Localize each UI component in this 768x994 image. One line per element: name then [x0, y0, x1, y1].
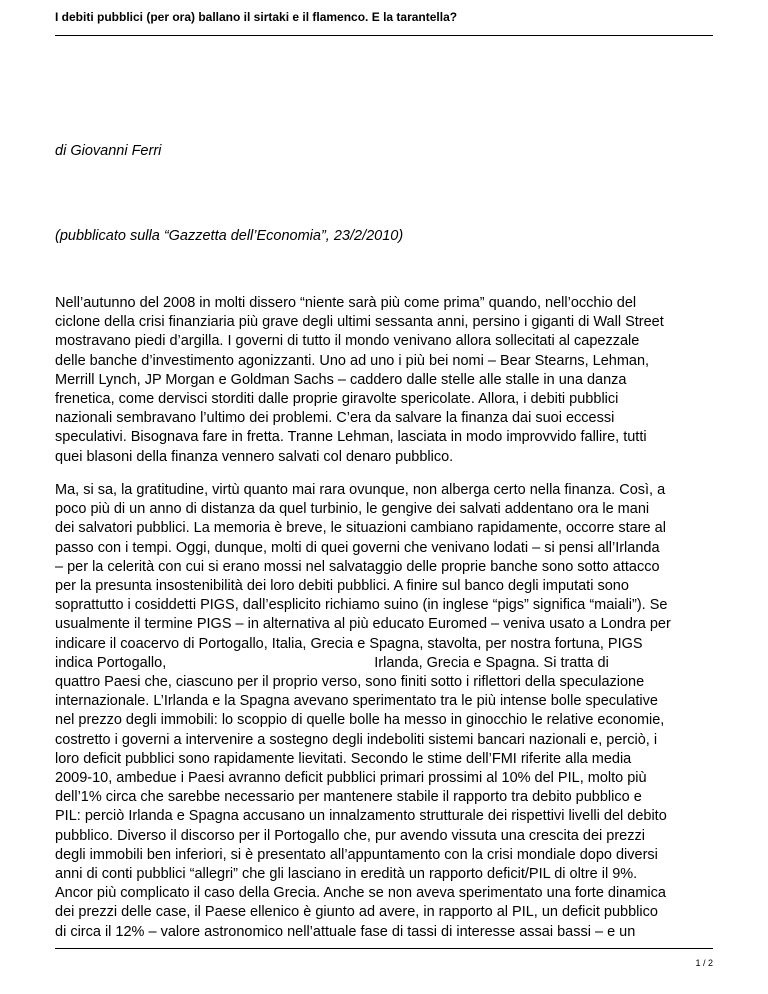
text-line: dei salvatori pubblici. La memoria è breve, le situazioni cambiano rapidamente, occorre stare al [55, 520, 666, 537]
text-line: Ancor più complicato il caso della Grecia. Anche se non aveva sperimentato una forte dinamica [55, 885, 666, 902]
text-line: quattro Paesi che, ciascuno per il proprio verso, sono finiti sotto i riflettori della speculazione [55, 674, 645, 691]
publication-line: (pubblicato sulla “Gazzetta dell’Economia”, 23/2/2010) [55, 228, 404, 244]
text-line: frenetica, come dervisci storditi dalle proprie giravolte spericolate. Allora, i debiti pubblici [55, 391, 619, 408]
text-line: mostravano piedi d’argilla. I governi di tutto il mondo venivano allora sollecitati al capezzale [55, 333, 640, 350]
text-line: nel prezzo degli immobili: lo scoppio di quelle bolle ha messo in ginocchio le relative economie, [55, 712, 665, 729]
text-line: per la presunta insostenibilità dei loro debiti pubblici. A finire sul banco degli imputati sono [55, 578, 629, 595]
page-number: 1 / 2 [695, 958, 713, 968]
paragraph-1 [55, 294, 715, 467]
text-line: Merrill Lynch, JP Morgan e Goldman Sachs – caddero dalle stelle alle stalle in una danza [55, 371, 627, 388]
split-line-left: indica Portogallo, [55, 654, 167, 671]
text-line: loro deficit pubblici sono rapidamente lievitati. Secondo le stime dell’FMI riferite alla media [55, 750, 632, 767]
text-line: indicare il coacervo di Portogallo, Italia, Grecia e Spagna, stavolta, per nostra fortuna, PIGS [55, 635, 643, 652]
text-line: dell’1% circa che sarebbe necessario per mantenere stabile il rapporto tra debito pubblico e [55, 789, 642, 806]
text-line: anni di conti pubblici “allegri” che gli lasciano in eredità un rapporto deficit/PIL di oltre il 9%. [55, 866, 638, 883]
text-line: passo con i tempi. Oggi, dunque, molti di quei governi che venivano lodati – si pensi all’Irlanda [55, 539, 660, 556]
split-line-right: Irlanda, Grecia e Spagna. Si tratta di [374, 654, 609, 671]
text-line: 2009-10, ambedue i Paesi avranno deficit pubblici primari prossimi al 10% del PIL, molto più [55, 770, 647, 787]
author-line: di Giovanni Ferri [55, 143, 162, 159]
document-title: I debiti pubblici (per ora) ballano il sirtaki e il flamenco. E la tarantella? [55, 10, 458, 24]
paragraph-2 [55, 481, 715, 942]
text-line: – per la celerità con cui si erano mossi nel salvataggio delle proprie banche sono sotto attacco [55, 558, 660, 575]
text-line: Nell’autunno del 2008 in molti dissero “niente sarà più come prima” quando, nell’occhio del [55, 295, 637, 311]
text-line: Ma, si sa, la gratitudine, virtù quanto mai rara ovunque, non alberga certo nella finanza. Così, a [55, 482, 666, 498]
text-line: poco più di un anno di distanza da quel turbinio, le gengive dei salvati addentano ora le mani [55, 501, 650, 518]
text-line: costretto i governi a intervenire a sostegno degli indeboliti sistemi bancari nazionali e, perciò, i [55, 731, 658, 748]
page-footer [55, 948, 713, 969]
text-line-split [55, 654, 715, 673]
text-line: internazionale. L’Irlanda e la Spagna avevano sperimentato tra le più intense bolle speculative [55, 693, 658, 710]
text-line: usualmente il termine PIGS – in alternativa al più educato Euromed – veniva usato a Londra per [55, 616, 671, 633]
text-line: soprattutto i cosiddetti PIGS, dall’esplicito richiamo suino (in inglese “pigs” significa “maiali”). Se [55, 597, 668, 614]
text-line: ciclone della crisi finanziaria più grave degli ultimi sessanta anni, persino i giganti di Wall Street [55, 314, 664, 331]
text-line: speculativi. Bisognava fare in fretta. Tranne Lehman, lasciata in modo improvvido fallire, tutti [55, 429, 647, 446]
text-line: pubblico. Diverso il discorso per il Portogallo che, pur avendo vissuta una crescita dei prezzi [55, 827, 645, 844]
text-line: nazionali sembravano l’ultimo dei problemi. C’era da salvare la finanza dai suoi eccessi [55, 410, 615, 427]
text-line: delle banche d’investimento agonizzanti. Uno ad uno i più bei nomi – Bear Stearns, Lehman, [55, 352, 650, 369]
text-line: di circa il 12% – valore astronomico nell’attuale fase di tassi di interesse assai bassi – e un [55, 923, 636, 940]
page-header [55, 8, 713, 36]
text-line: degli immobili ben inferiori, si è presentato all’appuntamento con la crisi mondiale dopo diversi [55, 846, 658, 863]
text-line: dei prezzi delle case, il Paese ellenico è giunto ad avere, in rapporto al PIL, un deficit pubblico [55, 904, 658, 921]
text-line: quei blasoni della finanza vennero salvati col denaro pubblico. [55, 448, 454, 465]
text-line: PIL: perciò Irlanda e Spagna accusano un innalzamento strutturale dei rispettivi livelli del debito [55, 808, 667, 825]
